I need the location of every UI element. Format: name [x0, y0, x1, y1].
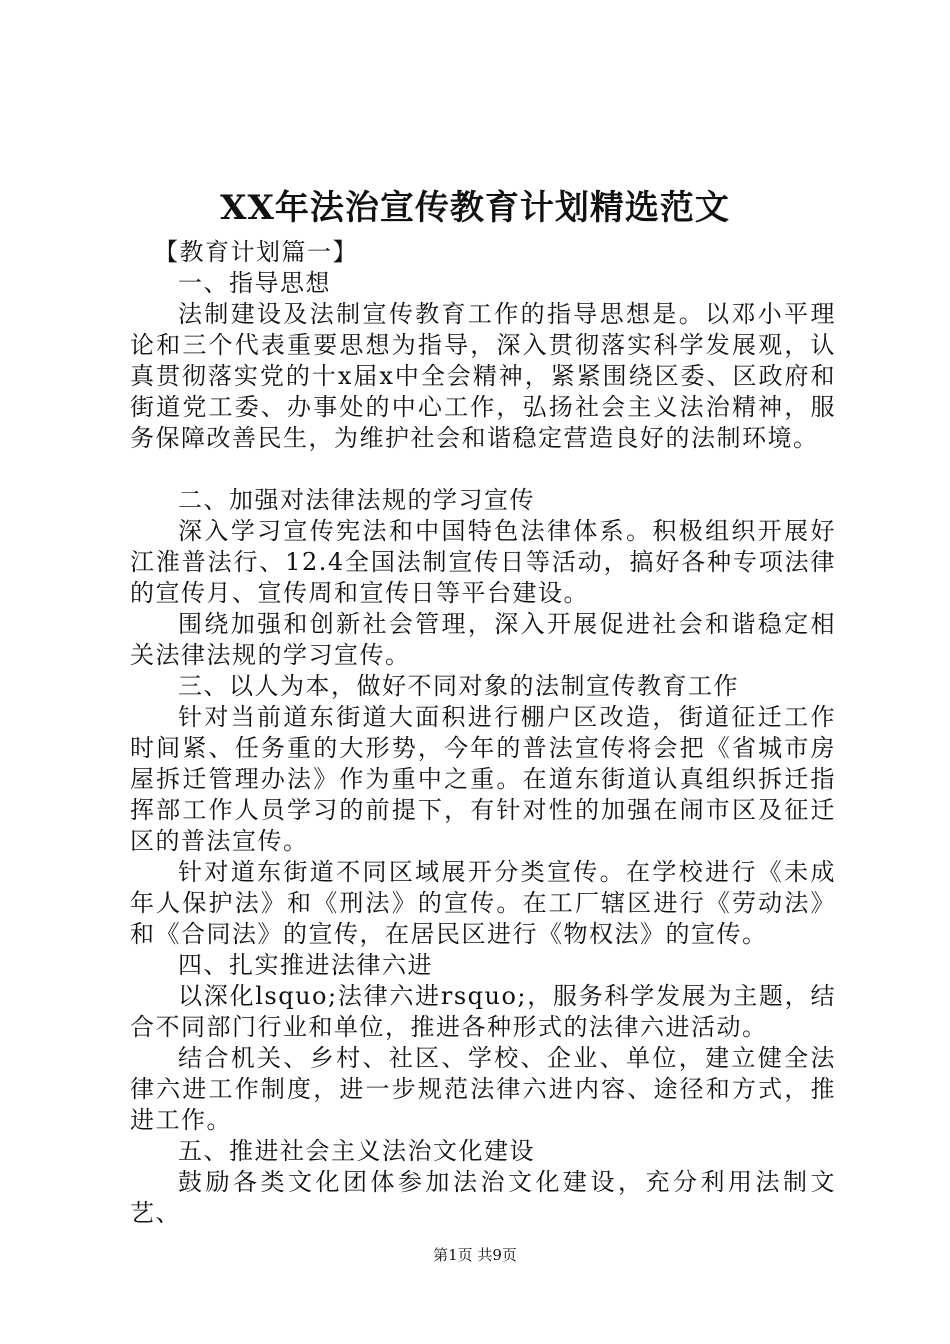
paragraph: 法制建设及法制宣传教育工作的指导思想是。以邓小平理论和三个代表重要思想为指导，深入贯彻落实科学发展观，认真贯彻落实党的十x届x中全会精神，紧紧围绕区委、区政府和街道党工委、办事处的中心工作，弘扬社会主义法治精神，服务保障改善民生，为维护社会和谐稳定营造良好的法制环境。 [130, 300, 836, 452]
section-heading: 三、以人为本，做好不同对象的法制宣传教育工作 [178, 672, 739, 700]
document-title: XX年法治宣传教育计划精选范文 [220, 188, 730, 228]
page-number-footer: 第1页 共9页 [433, 1246, 517, 1264]
document-body [130, 237, 836, 1229]
paragraph: 深入学习宣传宪法和中国特色法律体系。积极组织开展好江淮普法行、12.4全国法制宣传日等活动，搞好各种专项法律的宣传月、宣传周和宣传日等平台建设。 [130, 517, 836, 607]
paragraph: 针对道东街道不同区域展开分类宣传。在学校进行《未成年人保护法》和《刑法》的宣传。在工厂辖区进行《劳动法》和《合同法》的宣传，在居民区进行《物权法》的宣传。 [130, 858, 836, 948]
section-heading: 二、加强对法律法规的学习宣传 [178, 486, 535, 514]
paragraph: 针对当前道东街道大面积进行棚户区改造，街道征迁工作时间紧、任务重的大形势，今年的普法宣传将会把《省城市房屋拆迁管理办法》作为重中之重。在道东街道认真组织拆迁指挥部工作人员学习的前提下，有针对性的加强在闹市区及征迁区的普法宣传。 [130, 703, 836, 855]
section-heading: 四、扎实推进法律六进 [178, 951, 433, 979]
paragraph: 以深化lsquo;法律六进rsquo;，服务科学发展为主题，结合不同部门行业和单位，推进各种形式的法律六进活动。 [130, 982, 836, 1041]
paragraph-spacer [130, 454, 836, 485]
paragraph: 鼓励各类文化团体参加法治文化建设，充分利用法制文艺、 [130, 1168, 836, 1227]
section-heading: 一、指导思想 [178, 269, 331, 297]
section-heading: 【教育计划篇一】 [154, 238, 358, 266]
paragraph: 围绕加强和创新社会管理，深入开展促进社会和谐稳定相关法律法规的学习宣传。 [130, 610, 836, 669]
paragraph: 结合机关、乡村、社区、学校、企业、单位，建立健全法律六进工作制度，进一步规范法律六进内容、途径和方式，推进工作。 [130, 1044, 836, 1134]
section-heading: 五、推进社会主义法治文化建设 [178, 1137, 535, 1165]
